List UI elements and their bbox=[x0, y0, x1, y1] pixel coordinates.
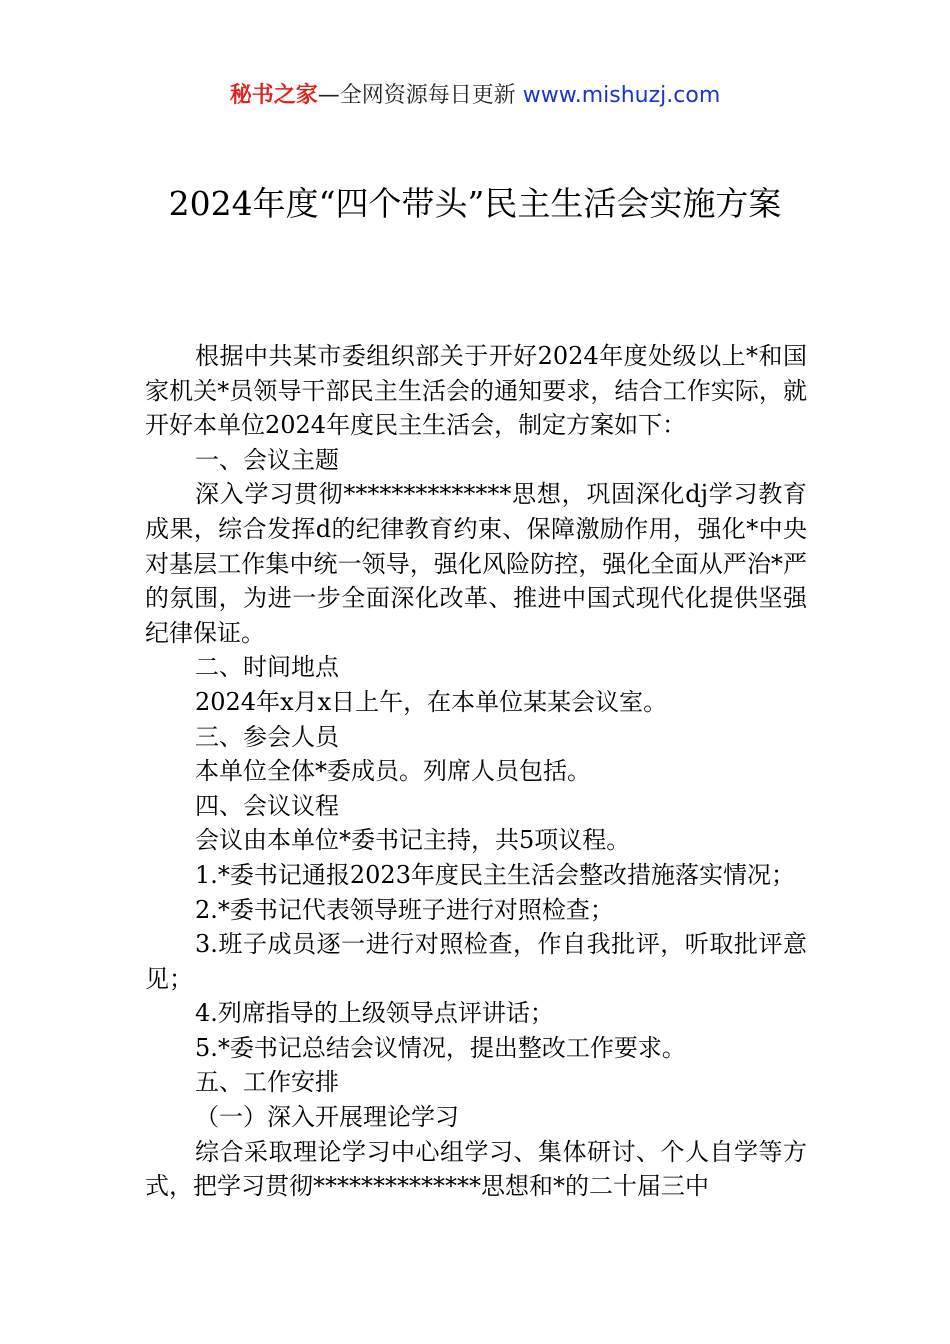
body-paragraph: 本单位全体*委成员。列席人员包括。 bbox=[195, 757, 591, 786]
section-heading: 二、时间地点 bbox=[195, 653, 339, 682]
site-name: 秘书之家 bbox=[229, 83, 318, 108]
document-title: 2024年度“四个带头”民主生活会实施方案 bbox=[168, 184, 782, 223]
intro-paragraph: 根据中共某市委组织部关于开好2024年度处级以上*和国家机关*员领导干部民主生活会的通知要求，结合工作实际，就开好本单位2024年度民主生活会，制定方案如下： bbox=[145, 342, 807, 440]
body-paragraph: 深入学习贯彻**************思想，巩固深化dj学习教育成果，综合发挥d的纪律教育约束、保障激励作用，强化*中央对基层工作集中统一领导，强化风险防控，强化全面从严治*严的氛围，为进一步全面深化改革、推进中国式现代化提供坚强纪律保证。 bbox=[145, 480, 807, 647]
document-body bbox=[145, 339, 825, 1204]
body-paragraph: 综合采取理论学习中心组学习、集体研讨、个人自学等方式，把学习贯彻**************思想和*的二十届三中 bbox=[145, 1137, 807, 1201]
agenda-item: 2.*委书记代表领导班子进行对照检查； bbox=[195, 895, 614, 924]
body-paragraph: 会议由本单位*委书记主持，共5项议程。 bbox=[195, 826, 631, 855]
subsection-heading: （一）深入开展理论学习 bbox=[195, 1103, 459, 1132]
section-heading: 三、参会人员 bbox=[195, 722, 339, 751]
agenda-item: 3.班子成员逐一进行对照检查，作自我批评，听取批评意见； bbox=[145, 930, 807, 993]
section-heading: 五、工作安排 bbox=[195, 1068, 339, 1097]
section-heading: 一、会议主题 bbox=[195, 445, 339, 474]
site-header bbox=[0, 80, 950, 112]
section-heading: 四、会议议程 bbox=[195, 791, 339, 820]
body-paragraph: 2024年x月x日上午，在本单位某某会议室。 bbox=[195, 687, 668, 716]
agenda-item: 4.列席指导的上级领导点评讲话； bbox=[195, 999, 554, 1028]
agenda-item: 5.*委书记总结会议情况，提出整改工作要求。 bbox=[195, 1033, 686, 1062]
site-url-link[interactable]: www.mishuzj.com bbox=[522, 83, 721, 108]
site-tagline: —全网资源每日更新 bbox=[317, 83, 516, 108]
agenda-item: 1.*委书记通报2023年度民主生活会整改措施落实情况； bbox=[195, 860, 795, 889]
